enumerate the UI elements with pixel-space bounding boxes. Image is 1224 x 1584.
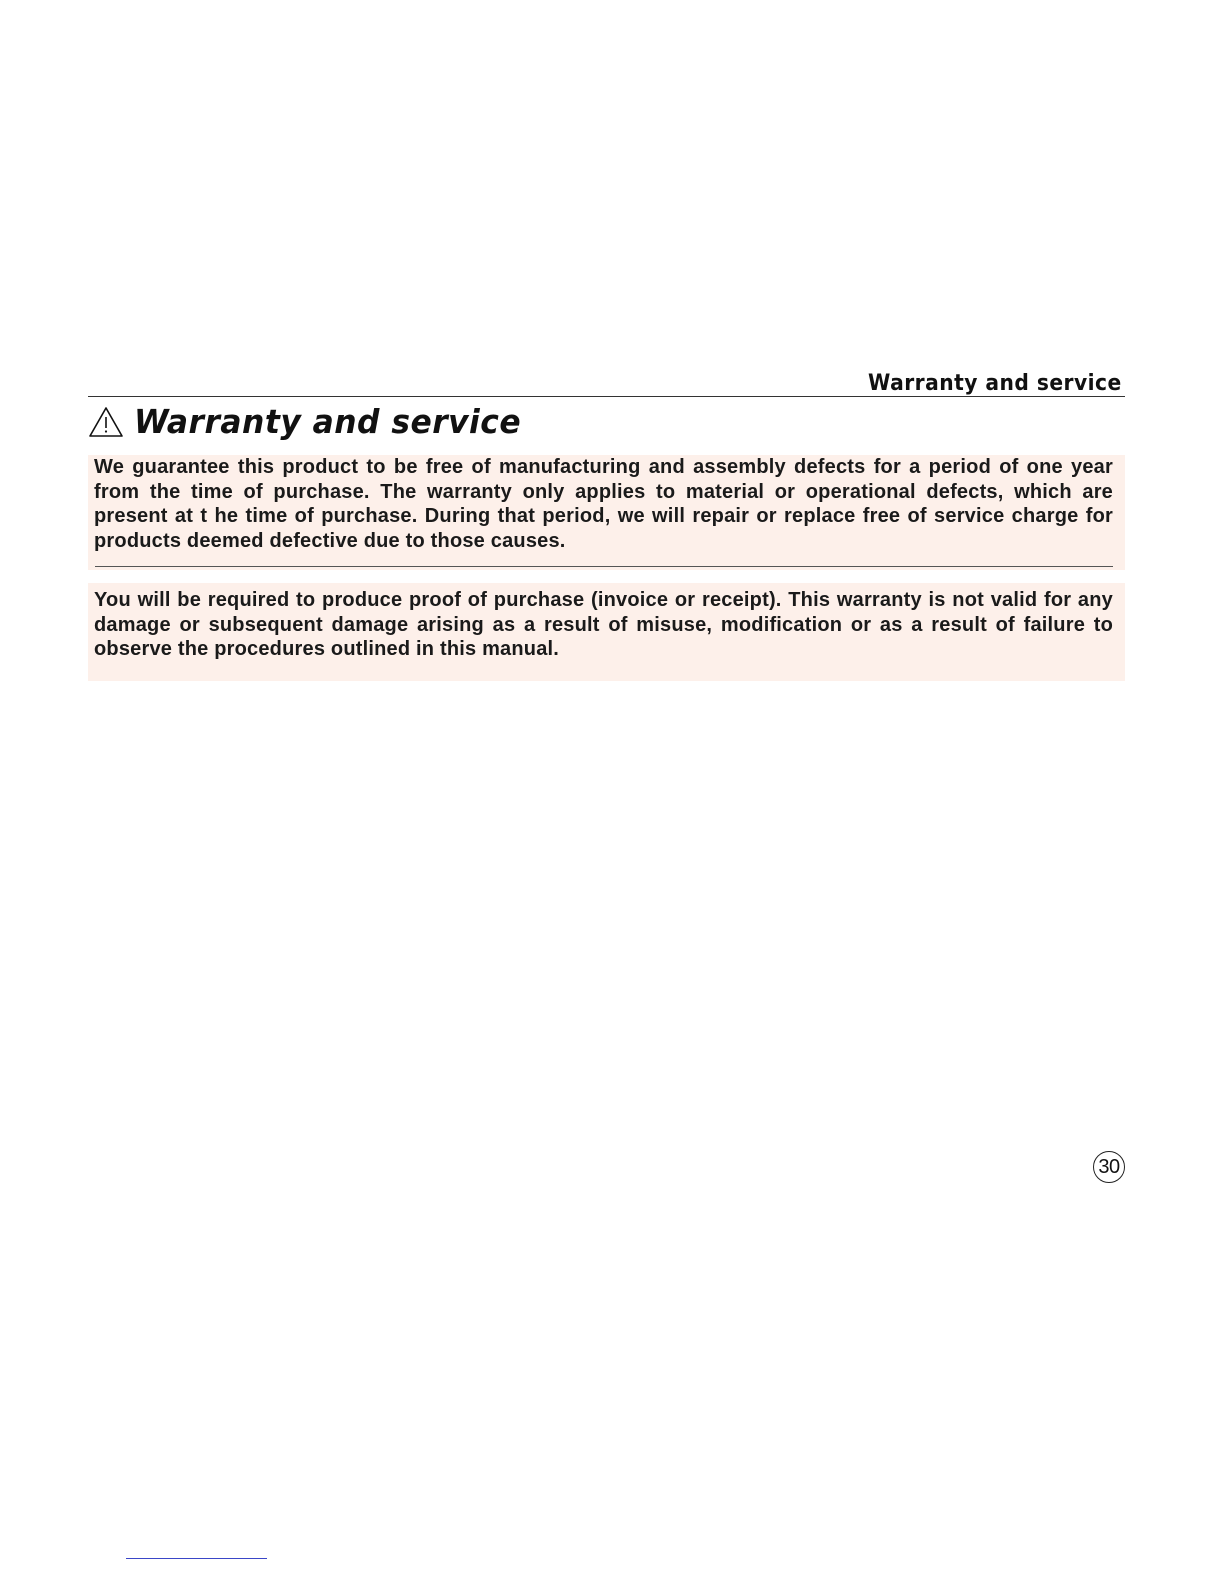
header-rule <box>88 396 1125 397</box>
running-header: Warranty and service <box>868 371 1122 396</box>
section-heading <box>88 402 541 441</box>
warranty-paragraph: We guarantee this product to be free of manufacturing and assembly defects for a period of one year from the time of purchase. The warranty only applies to material or operational defects, which are present at t he time of purchase. During that period, we will repair or replace free of service charge for products deemed defective due to those causes. <box>94 456 1113 552</box>
warning-triangle-icon <box>88 406 124 438</box>
proof-of-purchase-panel <box>88 583 1125 681</box>
proof-of-purchase-paragraph: You will be required to produce proof of purchase (invoice or receipt). This warranty is not valid for any damage or subsequent damage arising as a result of misuse, modification or as a result of failure to observe the procedures outlined in this manual. <box>94 589 1113 660</box>
page-number: 30 <box>1093 1151 1125 1183</box>
footer-line <box>126 1558 267 1559</box>
panel-divider <box>95 566 1113 567</box>
section-title: Warranty and service <box>134 402 522 441</box>
warranty-paragraph-panel <box>88 455 1125 570</box>
